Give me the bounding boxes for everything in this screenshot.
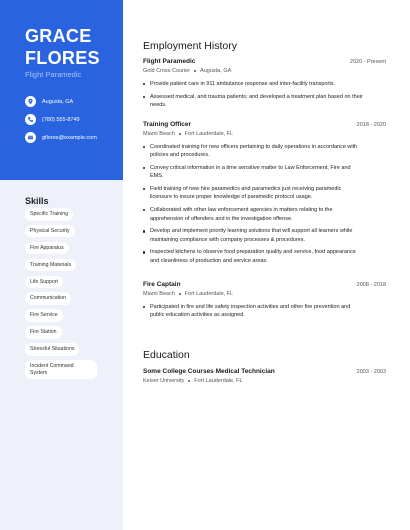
- job-role: Flight Paramedic: [143, 58, 196, 65]
- bullet-item: Convey critical information in a time sensitive matter to Law Enforcement, Fire and EMS.: [143, 164, 363, 181]
- separator-dot: [179, 293, 181, 295]
- skill-tag: Physical Security: [25, 225, 75, 238]
- school-name: Keiser University: [143, 378, 185, 384]
- education-dates: 2003 - 2003: [356, 369, 386, 375]
- job-company: Miami Beach: [143, 131, 175, 137]
- job-bullets: [143, 303, 386, 320]
- job-company: Miami Beach: [143, 291, 175, 297]
- skill-tag: Fire Apparatus: [25, 242, 69, 255]
- skill-tag: Incident Command System: [25, 360, 97, 379]
- job-location: Fort Lauderdale, FL: [184, 291, 234, 297]
- bullet-item: Inspected kitchens to observe food preparation quality and service, food appearance and cleanliness of production and service areas.: [143, 248, 363, 265]
- skill-tag: Life Support: [25, 276, 63, 289]
- skills-list: [25, 208, 100, 383]
- location-text: Augusta, GA: [42, 98, 74, 105]
- job-bullets: [143, 80, 386, 109]
- envelope-icon: [25, 132, 36, 143]
- bullet-item: Provide patient care in 911 ambulance response and inter-facility transports.: [143, 80, 363, 88]
- education-meta: [143, 378, 386, 384]
- separator-dot: [194, 70, 196, 72]
- separator-dot: [188, 380, 190, 382]
- contact-phone: [25, 114, 80, 125]
- school-location: Fort Lauderdale, FL: [194, 378, 243, 384]
- bullet-item: Assessed medical, and trauma patients; and developed a treatment plan based on their needs.: [143, 93, 363, 110]
- sidebar: [0, 0, 123, 530]
- job-meta: [143, 291, 386, 297]
- skills-heading: Skills: [25, 196, 49, 206]
- bullet-item: Develop and implement priority learning solutions that will support all learners while maintaining compliance with company processes & procedures.: [143, 227, 363, 244]
- job-company: Gold Cross Courier: [143, 68, 191, 74]
- map-pin-icon: [25, 96, 36, 107]
- bullet-item: Participated in fire and life safety inspection activities and other fire prevention and public education activities as assigned.: [143, 303, 363, 320]
- candidate-title: Flight Paramedic: [25, 70, 82, 79]
- job-bullets: [143, 143, 386, 265]
- job-location: Augusta, GA: [200, 68, 232, 74]
- job-role: Training Officer: [143, 121, 192, 128]
- job-dates: 2020 - Present: [349, 59, 386, 65]
- bullet-item: Field training of new hire paramedics and paramedics just receiving paramedic licensure to insure proper knowledge of paramedic protocol usage.: [143, 185, 363, 202]
- skill-tag: Training Materials: [25, 259, 76, 272]
- bullet-item: Coordinated training for new officers pertaining to daily operations in accordance with policies and procedures.: [143, 143, 363, 160]
- degree-name: Some College Courses Medical Technician: [143, 368, 275, 375]
- job-entry: [143, 58, 386, 114]
- job-role: Fire Captain: [143, 281, 181, 288]
- skill-tag: Stressful Situations: [25, 343, 79, 356]
- skill-tag: Communication: [25, 292, 71, 305]
- job-dates: 2008 - 2018: [356, 282, 386, 288]
- email-text[interactable]: gflores@example.com: [42, 134, 97, 141]
- job-entry: [143, 121, 386, 270]
- contact-location: [25, 96, 73, 107]
- phone-icon: [25, 114, 36, 125]
- skill-tag: Fire Service: [25, 309, 63, 322]
- bullet-item: Collaborated with other law enforcement agencies in matters relating to the apprehension of offenders and in the investigation offense.: [143, 206, 363, 223]
- candidate-name: [25, 25, 100, 69]
- skill-tag: Fire Station: [25, 326, 62, 339]
- job-entry: [143, 281, 386, 324]
- separator-dot: [179, 133, 181, 135]
- last-name: FLORES: [25, 48, 100, 68]
- job-meta: [143, 131, 386, 137]
- profile-header: [0, 0, 123, 180]
- employment-heading: Employment History: [143, 40, 237, 52]
- education-heading: Education: [143, 349, 190, 361]
- skill-tag: Specific Training: [25, 208, 73, 221]
- job-location: Fort Lauderdale, FL: [184, 131, 234, 137]
- education-entry: [143, 368, 386, 384]
- phone-text[interactable]: (780) 555-8749: [42, 116, 80, 123]
- contact-email: [25, 132, 97, 143]
- job-dates: 2018 - 2020: [356, 122, 386, 128]
- first-name: GRACE: [25, 26, 92, 46]
- job-meta: [143, 68, 386, 74]
